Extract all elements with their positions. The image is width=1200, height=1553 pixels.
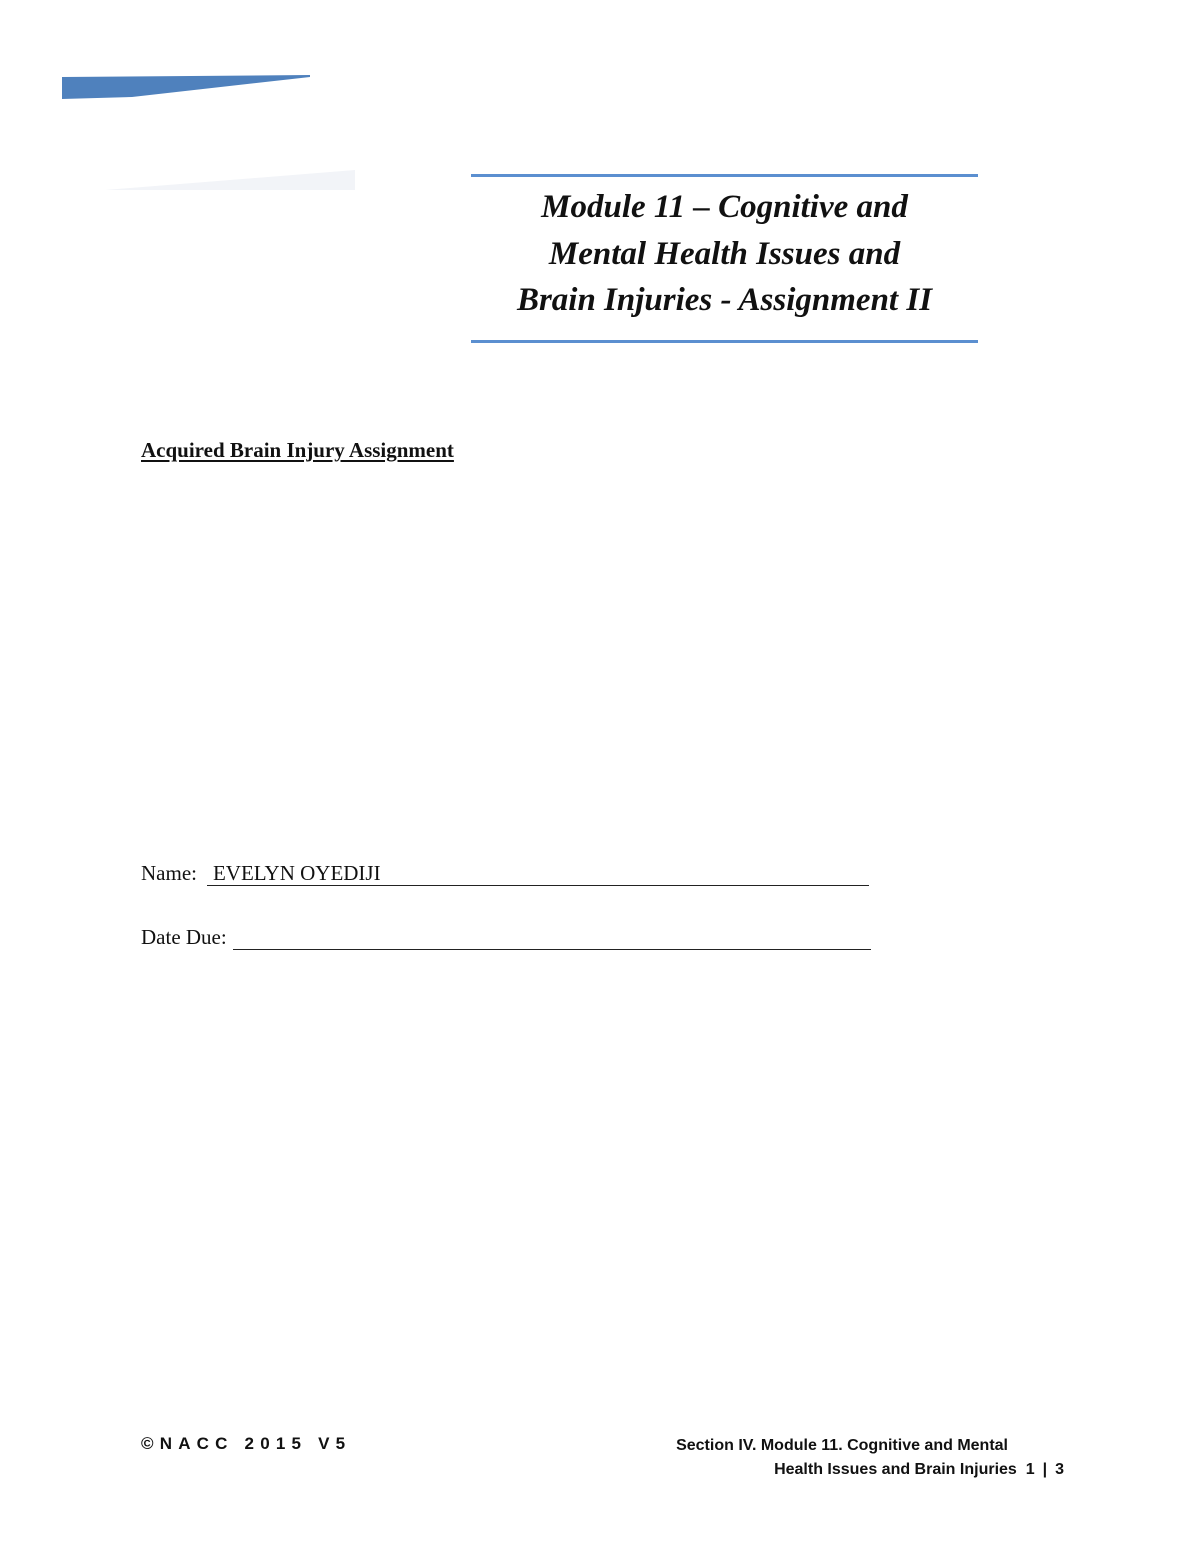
title-line-2: Mental Health Issues and [548, 235, 901, 272]
date-due-field-row [141, 925, 871, 950]
title-bottom-rule [471, 340, 978, 343]
footer-page-separator: | [1042, 1461, 1048, 1478]
footer-page-total: 3 [1055, 1461, 1064, 1478]
assignment-heading: Acquired Brain Injury Assignment [141, 438, 454, 462]
title-line-3: Brain Injuries - Assignment II [516, 282, 933, 318]
title-line-1: Module 11 – Cognitive and [541, 189, 908, 225]
title-top-rule [471, 174, 978, 177]
name-field[interactable]: EVELYN OYEDIJI [207, 861, 869, 886]
header-faint-decoration [105, 170, 355, 192]
header-accent-shape [62, 75, 310, 99]
footer-section-line-2-text: Health Issues and Brain Injuries [774, 1461, 1017, 1478]
date-due-label: Date Due: [141, 925, 227, 949]
header-faint-shape [105, 170, 355, 190]
title-block [471, 174, 978, 344]
footer-section-line-2 [676, 1458, 1064, 1482]
footer-copyright: ©NACC 2015 V5 [141, 1434, 352, 1453]
footer-section-info [676, 1434, 1064, 1482]
date-due-field[interactable] [233, 925, 871, 950]
footer-page-current: 1 [1025, 1461, 1035, 1478]
header-accent-wedge [62, 75, 310, 101]
name-label: Name: [141, 861, 197, 885]
document-title [471, 184, 978, 324]
footer-section-line-1: Section IV. Module 11. Cognitive and Mental [676, 1437, 1008, 1454]
name-field-row [141, 861, 869, 886]
